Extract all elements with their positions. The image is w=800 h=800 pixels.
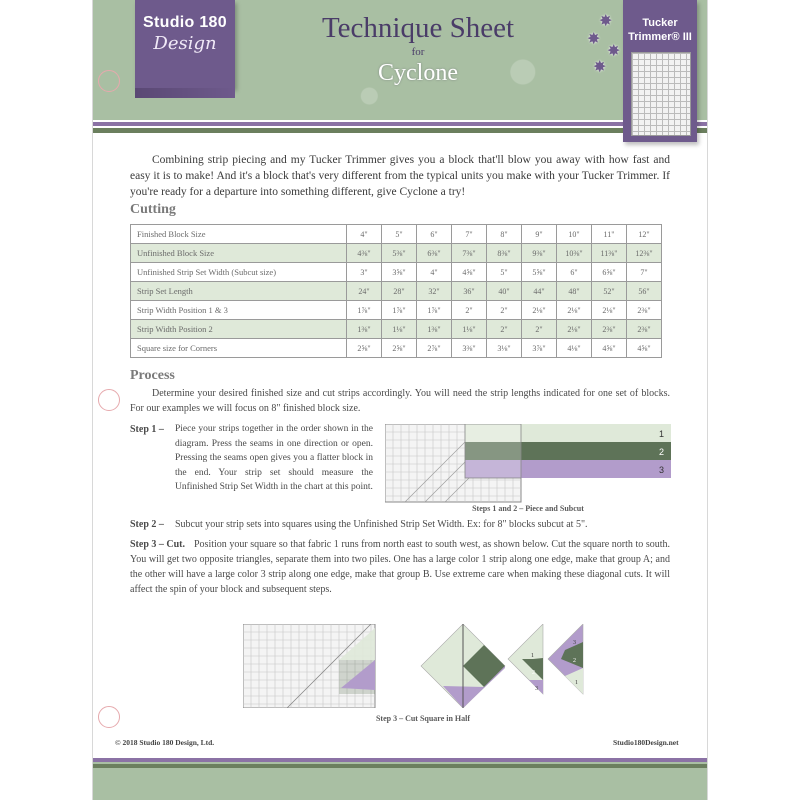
cutting-cell: 1⅞" [417, 301, 452, 320]
cutting-cell: 9" [522, 225, 557, 244]
star-icon: ✸ [599, 13, 613, 30]
step2-text: Subcut your strip sets into squares using the Unfinished Strip Set Width. Ex: for 8" blocks subcut at 5". [175, 519, 588, 530]
website: Studio180Design.net [613, 738, 679, 747]
step1-text: Piece your strips together in the order shown in the diagram. Press the seams in one direction or open. Pressing the seams open gives you a flatter block in the end. Your strip set should measure the Unfinished Strip Set Width in the chart at this point. [175, 424, 373, 492]
cutting-cell: 4⅛" [557, 339, 592, 358]
tri-b-label-3: 3 [573, 640, 576, 646]
cutting-cell: 2⅝" [347, 339, 382, 358]
step2-label: Step 2 – [130, 519, 164, 530]
cutting-table-row [131, 244, 662, 263]
cutting-table [130, 224, 662, 358]
cutting-cell: 2" [487, 320, 522, 339]
intro-paragraph: Combining strip piecing and my Tucker Trimmer gives you a block that'll blow you away with how fast and easy it is to make! And it's a block that's very different from the typical units you make with your Tucker Trimmer. If you're ready for a departure into something different, give Cyclone a try! [130, 154, 670, 198]
cutting-cell: 40" [487, 282, 522, 301]
step1-label: Step 1 – [130, 424, 164, 435]
cutting-row-label: Strip Set Length [131, 282, 347, 301]
cutting-cell: 4⅝" [627, 339, 662, 358]
cutting-row-label: Unfinished Strip Set Width (Subcut size) [131, 263, 347, 282]
cutting-cell: 32" [417, 282, 452, 301]
tri-b-label-1: 1 [575, 680, 578, 686]
process-heading: Process [130, 368, 175, 383]
cutting-cell: 2" [487, 301, 522, 320]
cutting-cell: 44" [522, 282, 557, 301]
cutting-cell: 2⅝" [382, 339, 417, 358]
cutting-cell: 2⅜" [627, 320, 662, 339]
tri-a-label-3: 3 [535, 686, 538, 692]
cutting-cell: 2⅛" [557, 301, 592, 320]
studio-180-logo [135, 0, 235, 88]
cutting-cell: 1⅛" [382, 320, 417, 339]
cutting-cell: 2" [522, 320, 557, 339]
cutting-cell: 2⅜" [627, 301, 662, 320]
tri-a-label-2: 2 [532, 670, 535, 676]
cutting-cell: 10⅜" [557, 244, 592, 263]
step3-text: Position your square so that fabric 1 runs from north east to south west, as shown below. Cut the square north to south. You will get two opposite triangles, separate them into two piles. One has a large color 1 strip along one edge, make that group A; and the other will have a large color 3 strip along one edge, make that group B. Use extreme care when making these diagonal cuts. It will affect the spin of your block and subsequent steps. [130, 539, 670, 595]
strip-label-3: 3 [659, 465, 665, 475]
cutting-cell: 2⅛" [522, 301, 557, 320]
logo-text-bottom: Design [153, 33, 217, 54]
cutting-cell: 3⅜" [452, 339, 487, 358]
cutting-cell: 3⅝" [382, 263, 417, 282]
cutting-row-label: Strip Width Position 1 & 3 [131, 301, 347, 320]
cutting-cell: 28" [382, 282, 417, 301]
cutting-cell: 2⅛" [557, 320, 592, 339]
title-for: for [411, 46, 425, 58]
copyright: © 2018 Studio 180 Design, Ltd. [115, 738, 215, 747]
ruler-label-line2: Trimmer® III [628, 31, 692, 43]
cutting-cell: 52" [592, 282, 627, 301]
cutting-cell: 1⅞" [382, 301, 417, 320]
cutting-cell: 7" [452, 225, 487, 244]
cutting-cell: 1⅞" [347, 301, 382, 320]
cutting-row-label: Square size for Corners [131, 339, 347, 358]
cutting-cell: 6⅜" [417, 244, 452, 263]
cutting-cell: 3⅛" [487, 339, 522, 358]
cutting-cell: 6⅝" [592, 263, 627, 282]
cutting-heading: Cutting [130, 202, 176, 217]
step3-label: Step 3 – Cut. [130, 539, 186, 550]
cutting-cell: 5" [487, 263, 522, 282]
strip-set-diagram [385, 424, 671, 516]
cutting-cell: 8" [487, 225, 522, 244]
cutting-cell: 1⅜" [347, 320, 382, 339]
cutting-cell: 36" [452, 282, 487, 301]
triangle-a [508, 624, 543, 694]
technique-sheet-page [93, 0, 707, 800]
cutting-cell: 24" [347, 282, 382, 301]
binder-hole-bottom [98, 706, 120, 728]
cutting-cell: 4" [347, 225, 382, 244]
cutting-table-row [131, 339, 662, 358]
cutting-cell: 4⅜" [347, 244, 382, 263]
header-rule-green [93, 128, 707, 133]
cutting-cell: 7⅜" [452, 244, 487, 263]
cutting-cell: 6" [417, 225, 452, 244]
cutting-cell: 11" [592, 225, 627, 244]
binder-hole-top [98, 70, 120, 92]
cutting-cell: 8⅜" [487, 244, 522, 263]
cutting-cell: 11⅜" [592, 244, 627, 263]
cutting-row-label: Finished Block Size [131, 225, 347, 244]
star-icon: ✸ [607, 43, 621, 60]
cutting-cell: 3" [347, 263, 382, 282]
strip-label-1: 1 [659, 429, 665, 439]
cutting-cell: 48" [557, 282, 592, 301]
step-3-caption: Step 3 – Cut Square in Half [375, 714, 471, 723]
cutting-cell: 2⅛" [592, 301, 627, 320]
cutting-cell: 2⅜" [592, 320, 627, 339]
cutting-cell: 10" [557, 225, 592, 244]
cutting-table-row [131, 301, 662, 320]
cutting-row-label: Strip Width Position 2 [131, 320, 347, 339]
cutting-cell: 4⅝" [592, 339, 627, 358]
tri-a-label-1: 1 [531, 653, 534, 659]
cutting-table-row [131, 320, 662, 339]
tri-b-label-2: 2 [573, 658, 576, 664]
header-rule-purple [93, 122, 707, 126]
ruler-label [623, 16, 697, 44]
cutting-cell: 56" [627, 282, 662, 301]
tucker-trimmer-banner [623, 0, 697, 142]
cutting-table-row [131, 282, 662, 301]
cutting-cell: 5⅜" [382, 244, 417, 263]
cutting-cell: 4⅝" [452, 263, 487, 282]
ruler-image [631, 52, 691, 136]
cutting-row-label: Unfinished Block Size [131, 244, 347, 263]
ruler-label-line1: Tucker [642, 17, 678, 29]
steps-1-2-caption: Steps 1 and 2 – Piece and Subcut [472, 504, 584, 513]
cutting-cell: 3⅞" [522, 339, 557, 358]
process-intro: Determine your desired finished size and cut strips accordingly. You will need the strip lengths indicated for one set of blocks. For our examples we will focus on 8" finished block size. [130, 388, 670, 414]
cutting-cell: 5⅝" [522, 263, 557, 282]
pattern-name: Cyclone [378, 60, 458, 86]
cutting-cell: 2⅞" [417, 339, 452, 358]
triangle-b [548, 624, 583, 694]
cut-square-diagram [243, 624, 603, 708]
cutting-cell: 12" [627, 225, 662, 244]
cutting-table-row [131, 263, 662, 282]
diamond-square [421, 624, 505, 708]
logo-text-top: Studio 180 [143, 14, 227, 31]
strip-label-2: 2 [659, 447, 665, 457]
cutting-cell: 12⅜" [627, 244, 662, 263]
cutting-cell: 6" [557, 263, 592, 282]
cutting-cell: 7" [627, 263, 662, 282]
cutting-cell: 5" [382, 225, 417, 244]
cutting-cell: 1⅜" [417, 320, 452, 339]
cutting-cell: 9⅜" [522, 244, 557, 263]
star-icon: ✸ [593, 59, 607, 76]
cutting-table-row [131, 225, 662, 244]
page-title: Technique Sheet [321, 12, 515, 44]
cutting-cell: 4" [417, 263, 452, 282]
star-icon: ✸ [587, 31, 601, 48]
cutting-cell: 2" [452, 301, 487, 320]
cutting-cell: 1⅛" [452, 320, 487, 339]
binder-hole-middle [98, 389, 120, 411]
footer-band [93, 758, 707, 800]
